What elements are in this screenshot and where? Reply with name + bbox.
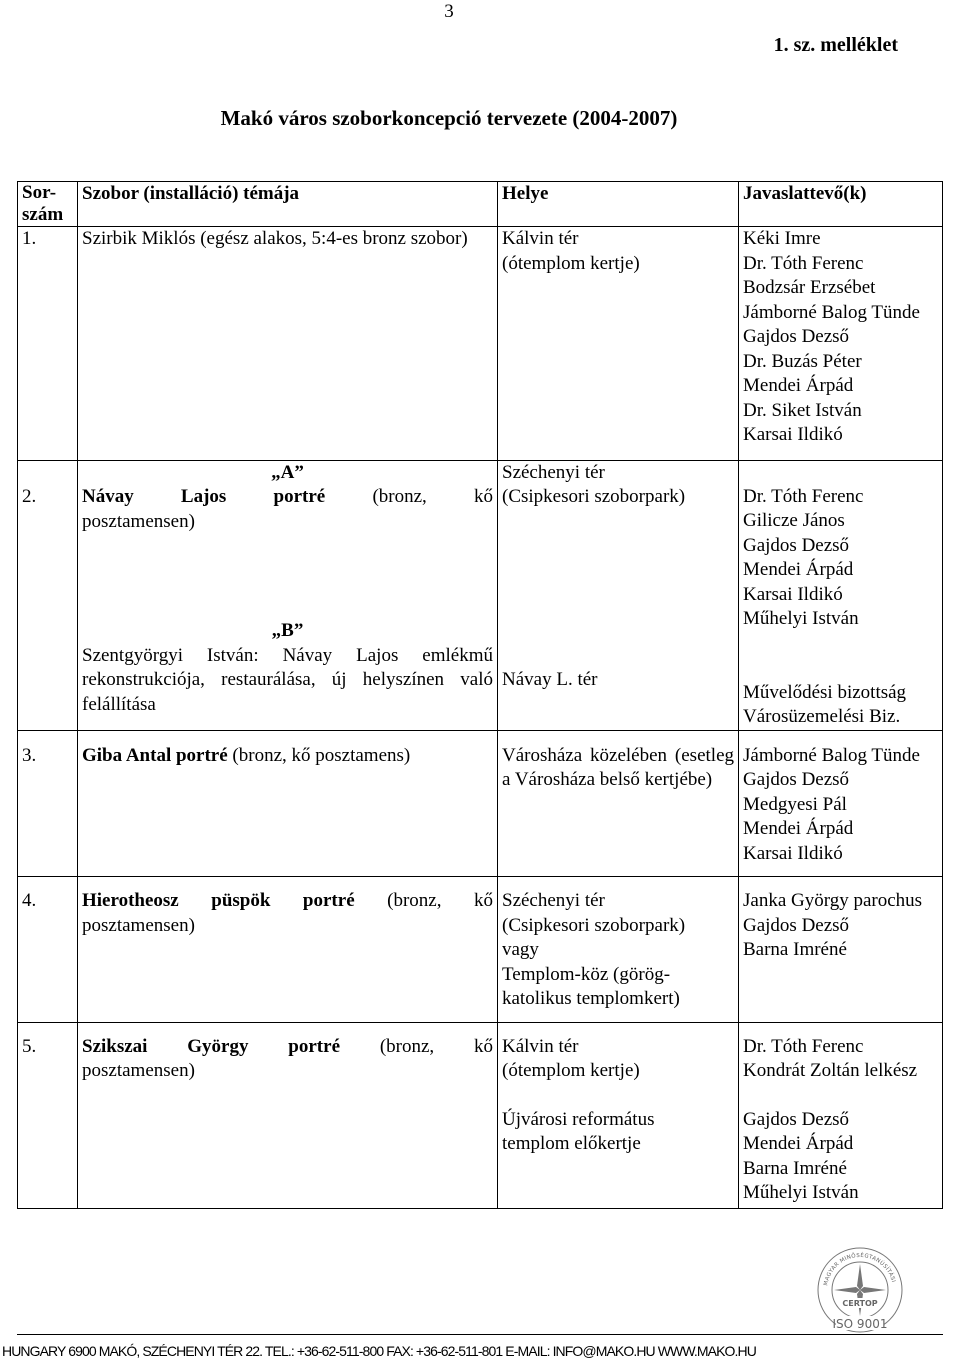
table-row: [18, 227, 943, 461]
svg-text:MAGYAR MINŐSÉGTANÚSÍTÁSI: MAGYAR MINŐSÉGTANÚSÍTÁSI: [823, 1252, 897, 1287]
variant-a-theme-line2: posztamensen): [82, 510, 195, 532]
proposer: Gilicze János: [743, 510, 845, 531]
proposer: Dr. Tóth Ferenc: [743, 1035, 864, 1057]
row-place: [498, 877, 739, 1023]
place-line: katolikus templomkert): [502, 988, 680, 1009]
row-number: [18, 460, 78, 730]
footer-contact: HUNGARY 6900 MAKÓ, SZÉCHENYI TÉR 22. TEL.: +36-62-511-800 FAX: +36-62-511-801 E-MAIL: INFO@MAKO.HU WWW.MAKO.HU: [2, 1343, 756, 1359]
row-place: [498, 460, 739, 730]
place-line: vagy: [502, 939, 539, 960]
table-row: [18, 877, 943, 1023]
annex-label: 1. sz. melléklet: [773, 34, 898, 56]
footer-divider: [17, 1334, 943, 1335]
place-line: templom előkertje: [502, 1133, 641, 1154]
proposer: Dr. Tóth Ferenc: [743, 485, 864, 507]
table-row: [18, 460, 943, 730]
variant-b-theme: Szentgyörgyi István: Návay Lajos emlékmű rekonstrukciója, restaurálása, új helyszínen való felállítása: [82, 644, 493, 715]
proposer: Kondrát Zoltán lelkész: [743, 1060, 918, 1081]
proposer: Barna Imréné: [743, 939, 847, 960]
proposer: Medgyesi Pál: [743, 793, 847, 815]
proposer: Jámborné Balog Tünde: [743, 301, 920, 323]
proposer: Dr. Siket István: [743, 399, 862, 421]
proposer: Barna Imréné: [743, 1157, 847, 1179]
place-line: Széchenyi tér: [502, 461, 605, 483]
variant-a-label: „A”: [271, 461, 304, 483]
row-proposers: [739, 730, 943, 877]
header-number-line2: szám: [22, 204, 64, 225]
page-number: 3: [444, 1, 454, 22]
proposer: Mendei Árpád: [743, 818, 854, 839]
proposer: Műhelyi István: [743, 1182, 859, 1203]
proposer: Karsai Ildikó: [743, 583, 843, 605]
header-theme: Szobor (installáció) témája: [78, 182, 498, 227]
proposer: Karsai Ildikó: [743, 424, 843, 445]
proposer: Bodzsár Erzsébet: [743, 277, 876, 298]
header-place: Helye: [498, 182, 739, 227]
proposer: Gajdos Dezső: [743, 326, 850, 347]
variant-b-label: „B”: [271, 620, 304, 641]
row-number: 3.: [18, 730, 78, 877]
row-proposers: [739, 1022, 943, 1208]
row-number: 5.: [18, 1022, 78, 1208]
row-place: [498, 227, 739, 461]
theme-bold: Giba Antal portré: [82, 744, 228, 766]
proposer: Dr. Buzás Péter: [743, 350, 862, 372]
row-theme: [78, 730, 498, 877]
row-theme: Szirbik Miklós (egész alakos, 5:4-es bronz szobor): [78, 227, 498, 461]
row-number: 4.: [18, 877, 78, 1023]
certop-iso-9001-logo: [816, 1246, 904, 1334]
place-line: Széchenyi tér: [502, 890, 605, 911]
header-number-line1: Sor-: [22, 182, 57, 203]
document-title: Makó város szoborkoncepció tervezete (2004-2007): [220, 106, 678, 130]
place-line: (Csipkesori szoborpark): [502, 914, 686, 936]
place-line: Újvárosi református: [502, 1108, 655, 1130]
svg-text:ISO 9001: ISO 9001: [832, 1317, 888, 1331]
svg-text:CERTOP: CERTOP: [842, 1299, 878, 1308]
table-row: [18, 1022, 943, 1208]
place-line: Kálvin tér: [502, 228, 579, 249]
theme-line1: Hierotheosz püspök portré (bronz, kő: [82, 890, 493, 911]
row-place: Városháza közelében (esetleg a Városháza belső kertjébe): [498, 730, 739, 877]
theme-line1: Szikszai György portré (bronz, kő: [82, 1035, 494, 1057]
row-proposers: [739, 227, 943, 461]
proposer: Gajdos Dezső: [743, 534, 850, 556]
row-theme: [78, 877, 498, 1023]
row-place: [498, 1022, 739, 1208]
place-line: (ótemplom kertje): [502, 252, 640, 274]
place-line: (Csipkesori szoborpark): [502, 486, 686, 507]
row-theme: [78, 1022, 498, 1208]
proposer: Dr. Tóth Ferenc: [743, 252, 864, 274]
proposer: Mendei Árpád: [743, 375, 854, 396]
proposer: Janka György parochus: [743, 890, 923, 911]
proposer: Gajdos Dezső: [743, 769, 850, 790]
proposer: Műhelyi István: [743, 608, 859, 629]
variant-a-theme-line1: Návay Lajos portré (bronz, kő: [82, 486, 494, 507]
theme-line2: posztamensen): [82, 1060, 195, 1081]
place-line: (ótemplom kertje): [502, 1060, 640, 1081]
place-line: Kálvin tér: [502, 1035, 579, 1057]
sculpture-table: [17, 181, 943, 1209]
proposer: Gajdos Dezső: [743, 914, 850, 936]
proposer: Művelődési bizottság: [743, 681, 907, 703]
row-number-value: 2.: [22, 485, 37, 507]
row-proposers: [739, 460, 943, 730]
row-theme: [78, 460, 498, 730]
proposer: Városüzemelési Biz.: [743, 706, 901, 727]
theme-line2: posztamensen): [82, 914, 195, 936]
theme-rest: (bronz, kő posztamens): [227, 744, 411, 766]
header-proposers: Javaslattevő(k): [739, 182, 943, 227]
row-number: 1.: [18, 227, 78, 461]
place-line: Templom-köz (görög-: [502, 963, 671, 985]
proposer: Gajdos Dezső: [743, 1108, 850, 1130]
table-header-row: [18, 182, 943, 227]
table-row: [18, 730, 943, 877]
header-number: [18, 182, 78, 227]
place-line: Návay L. tér: [502, 668, 598, 690]
proposer: Mendei Árpád: [743, 559, 854, 580]
proposer: Jámborné Balog Tünde: [743, 744, 920, 766]
proposer: Kéki Imre: [743, 228, 821, 249]
proposer: Mendei Árpád: [743, 1133, 854, 1154]
proposer: Karsai Ildikó: [743, 842, 843, 864]
row-proposers: [739, 877, 943, 1023]
